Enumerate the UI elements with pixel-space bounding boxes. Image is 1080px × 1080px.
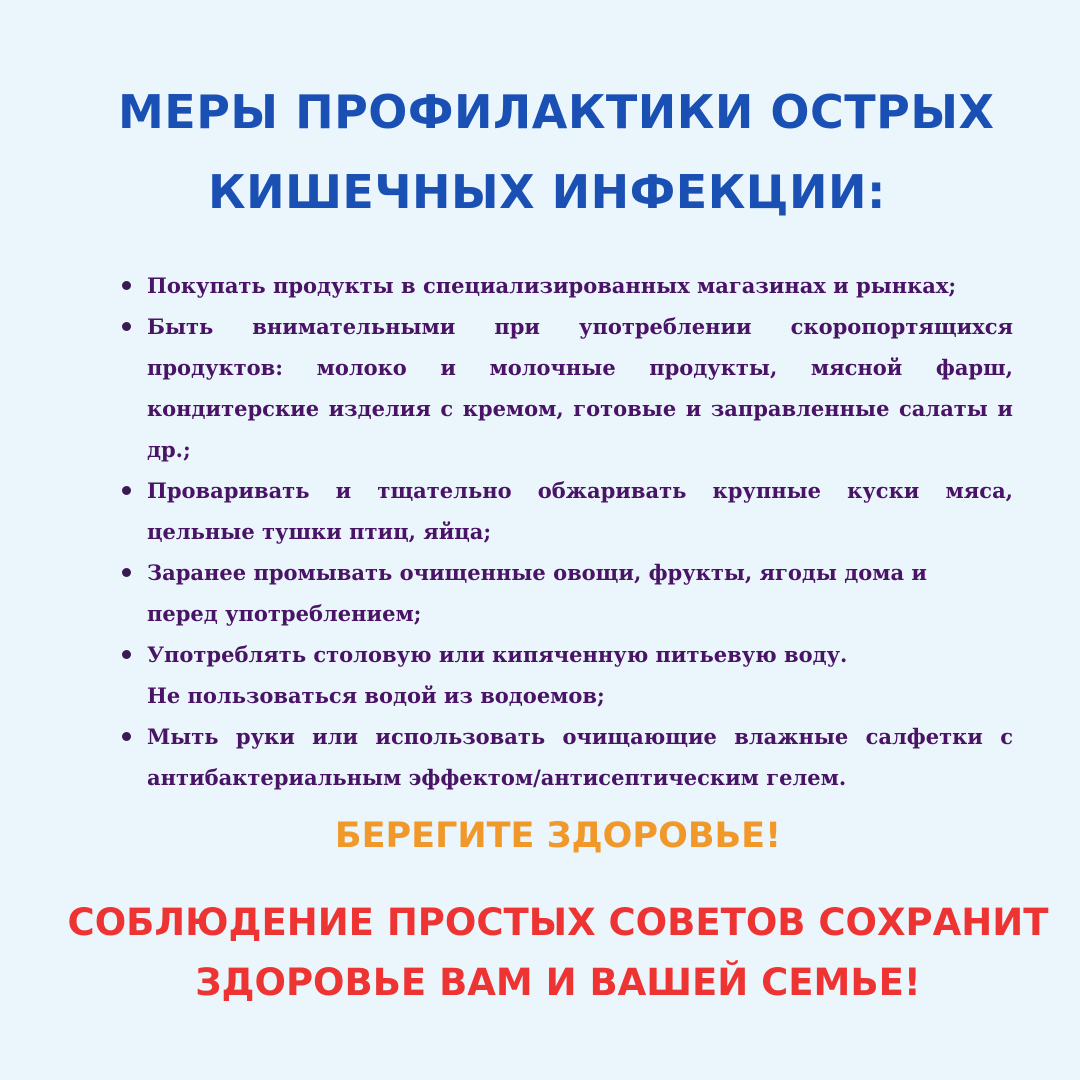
tip-text: Мыть руки или использовать очищающие влажные салфетки с антибактериальным эффектом/антисептическим гелем.: [147, 724, 1013, 790]
tip-item: [120, 306, 1013, 470]
prevention-tips-list: [120, 265, 1013, 798]
tip-item: [120, 716, 1013, 798]
tip-text: Заранее промывать очищенные овощи, фрукты, ягоды дома и перед употреблением;: [147, 560, 928, 626]
tip-text: Покупать продукты в специализированных магазинах и рынках;: [147, 273, 957, 298]
footer-line-1: СОБЛЮДЕНИЕ ПРОСТЫХ СОВЕТОВ СОХРАНИТ: [67, 901, 1049, 944]
title-line-1: МЕРЫ ПРОФИЛАКТИКИ ОСТРЫХ: [118, 85, 995, 139]
tip-text: Употреблять столовую или кипяченную питьевую воду. Не пользоваться водой из водоемов;: [147, 642, 848, 708]
bullet-icon: [122, 568, 131, 577]
footer-line-2: ЗДОРОВЬЕ ВАМ И ВАШЕЙ СЕМЬЕ!: [195, 961, 921, 1004]
bullet-icon: [122, 322, 131, 331]
bullet-icon: [122, 281, 131, 290]
bullet-icon: [122, 486, 131, 495]
title-line-2: КИШЕЧНЫХ ИНФЕКЦИИ:: [208, 165, 886, 219]
tip-text: Проваривать и тщательно обжаривать крупные куски мяса, цельные тушки птиц, яйца;: [147, 478, 1013, 544]
tip-item: [120, 265, 1013, 306]
bullet-icon: [122, 732, 131, 741]
tip-text: Быть внимательными при употреблении скоропортящихся продуктов: молоко и молочные продукты, мясной фарш, кондитерские изделия с кремом, готовые и заправленные салаты и др.;: [147, 314, 1013, 462]
footer-message: [0, 893, 1080, 1013]
page-title: [0, 72, 1080, 232]
tip-item: [120, 552, 1013, 634]
bullet-icon: [122, 650, 131, 659]
tip-item: [120, 470, 1013, 552]
tip-item: [120, 634, 1013, 716]
care-slogan: БЕРЕГИТЕ ЗДОРОВЬЕ!: [334, 816, 782, 856]
